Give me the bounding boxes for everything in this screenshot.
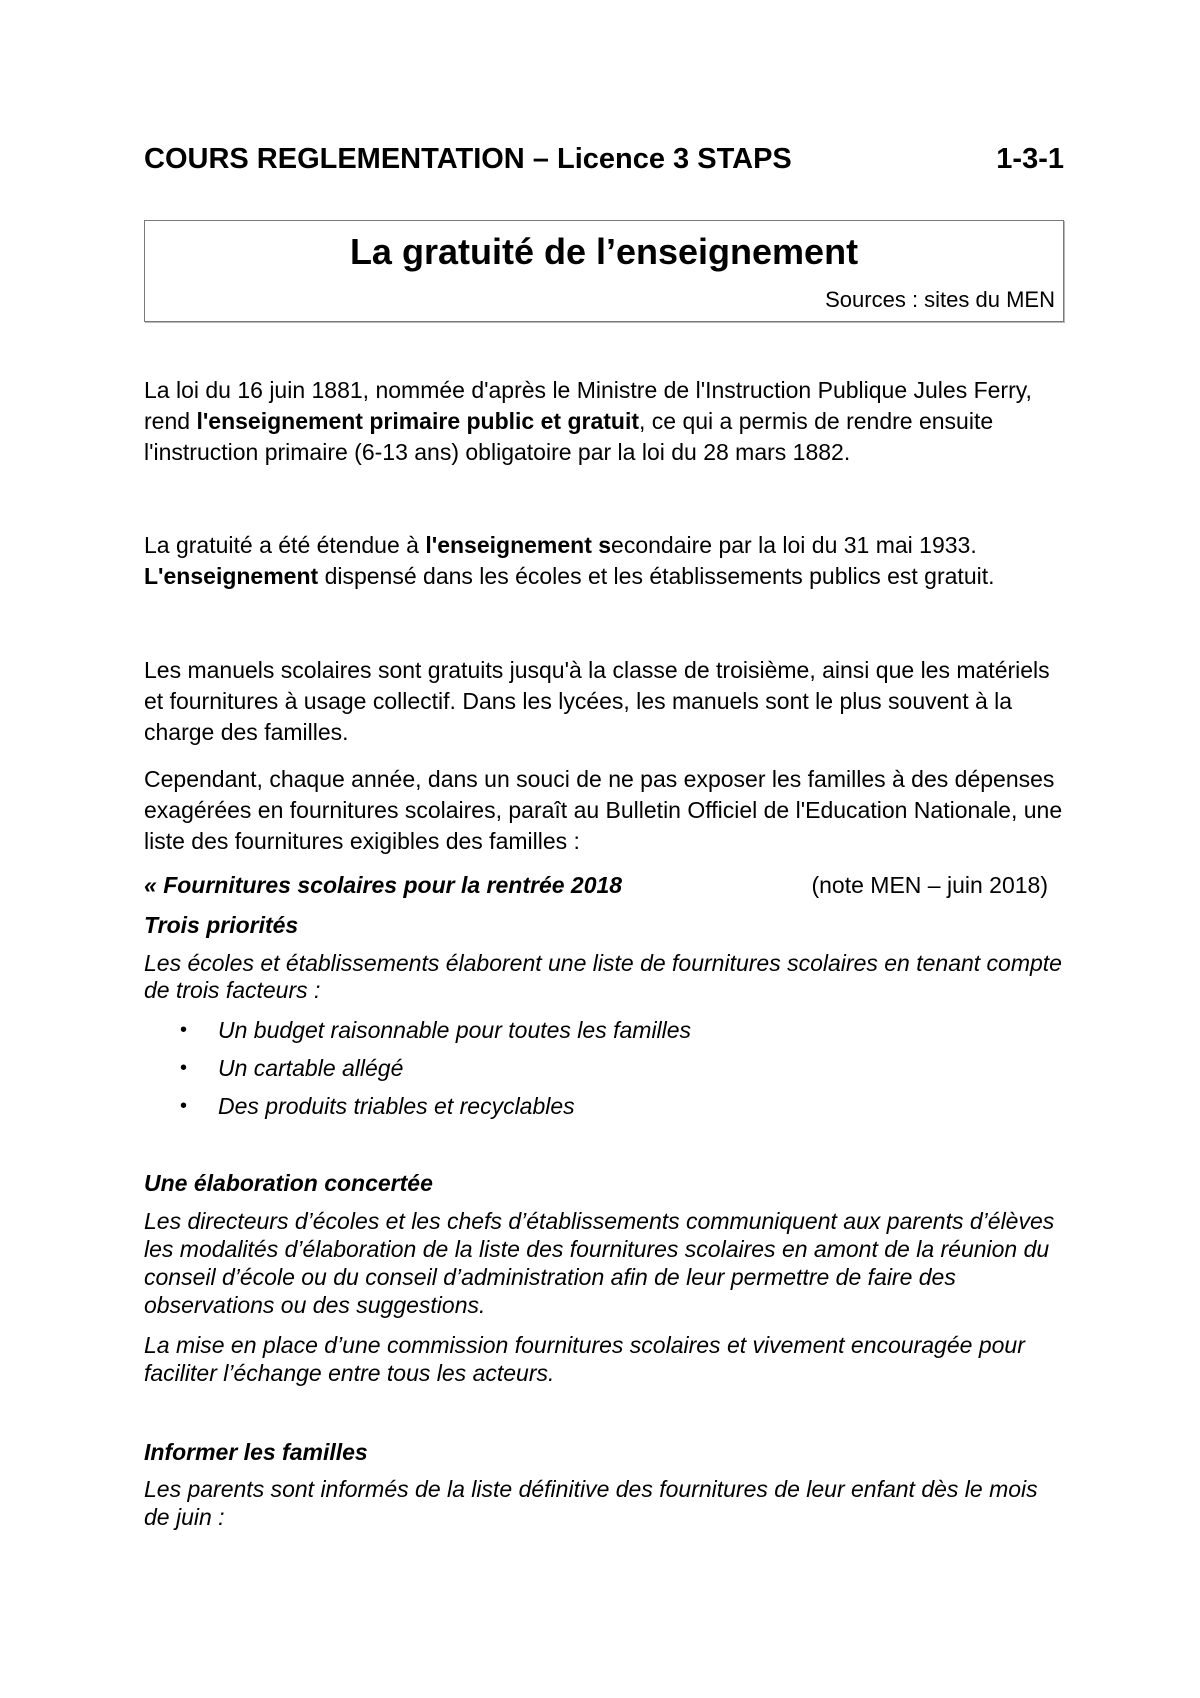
- paragraph-ferry-law: [144, 375, 1064, 468]
- course-header: [144, 143, 1064, 183]
- paragraph-bulletin: Cependant, chaque année, dans un souci de ne pas exposer les familles à des dépenses exagérées en fournitures scolaires, paraît au Bulletin Officiel de l'Education Nationale, une liste des fournitures exigibles des familles :: [144, 766, 1063, 854]
- bullet-icon: •: [180, 1019, 188, 1041]
- list-item: [144, 1091, 1064, 1129]
- list-item-text: Des produits triables et recyclables: [218, 1093, 575, 1119]
- bullet-icon: •: [180, 1095, 188, 1117]
- sources-note: Sources : sites du MEN: [825, 287, 1055, 312]
- list-item: [144, 1015, 1064, 1053]
- paragraph-secondary-text-a: La gratuité a été étendue à: [144, 532, 426, 558]
- title-box: [144, 220, 1064, 322]
- section-inform-heading: Informer les familles: [144, 1439, 368, 1465]
- paragraph-manuals: Les manuels scolaires sont gratuits jusqu'à la classe de troisième, ainsi que les matériels et fournitures à usage collectif. Dans les lycées, les manuels sont le plus souvent à la charge des familles.: [144, 657, 1050, 745]
- paragraph-secondary-text-c: econdaire par la loi du 31 mai 1933.: [611, 532, 977, 558]
- paragraph-ferry-law-text-a: La loi du 16 juin 1881, nommée d'après le Ministre de l'Instruction Publique Jules Ferry, rend: [144, 377, 1032, 434]
- priorities-list: [144, 1015, 1064, 1129]
- section-concertation-text-2: La mise en place d’une commission fournitures scolaires et vivement encouragée pour faciliter l’échange entre tous les acteurs.: [144, 1332, 1025, 1386]
- bullet-icon: •: [180, 1057, 188, 1079]
- course-code: 1-3-1: [996, 143, 1064, 175]
- list-item-text: Un budget raisonnable pour toutes les familles: [218, 1017, 692, 1043]
- document-title: La gratuité de l’enseignement: [349, 231, 859, 272]
- course-title: COURS REGLEMENTATION – Licence 3 STAPS: [144, 143, 792, 175]
- section-concertation-heading: Une élaboration concertée: [144, 1170, 433, 1196]
- paragraph-secondary-bold-a: l'enseignement s: [425, 532, 612, 558]
- section-priorities-text: Les écoles et établissements élaborent une liste de fournitures scolaires en tenant compte de trois facteurs :: [144, 950, 1062, 1003]
- list-item: [144, 1053, 1064, 1091]
- paragraph-ferry-law-bold: l'enseignement primaire public et gratuit: [196, 408, 639, 434]
- supplies-quote-heading-row: [144, 872, 1064, 904]
- paragraph-secondary-bold-d: L'enseignement: [144, 563, 319, 589]
- supplies-quote-heading: [144, 872, 622, 899]
- paragraph-ferry-law-text-c: , ce qui a permis de rendre ensuite l'instruction primaire (6-13 ans) obligatoire par la loi du 28 mars 1882.: [144, 408, 994, 465]
- section-inform-text: Les parents sont informés de la liste définitive des fournitures de leur enfant dès le mois de juin :: [144, 1476, 1038, 1530]
- section-concertation-text: Les directeurs d’écoles et les chefs d’établissements communiquent aux parents d’élèves les modalités d’élaboration de la liste des fournitures scolaires en amont de la réunion du conseil d’école ou du conseil d’administration afin de leur permettre de faire des observations ou des suggestions.: [144, 1208, 1055, 1318]
- paragraph-secondary-text-e: dispensé dans les écoles et les établissements publics est gratuit.: [318, 563, 995, 589]
- section-priorities-heading: Trois priorités: [144, 912, 299, 938]
- quote-note: (note MEN – juin 2018): [811, 872, 1048, 898]
- quote-open-mark: «: [144, 872, 164, 898]
- list-item-text: Un cartable allégé: [218, 1055, 404, 1081]
- paragraph-secondary: [144, 530, 1064, 592]
- quote-heading-text: Fournitures scolaires pour la rentrée 2018: [163, 872, 623, 898]
